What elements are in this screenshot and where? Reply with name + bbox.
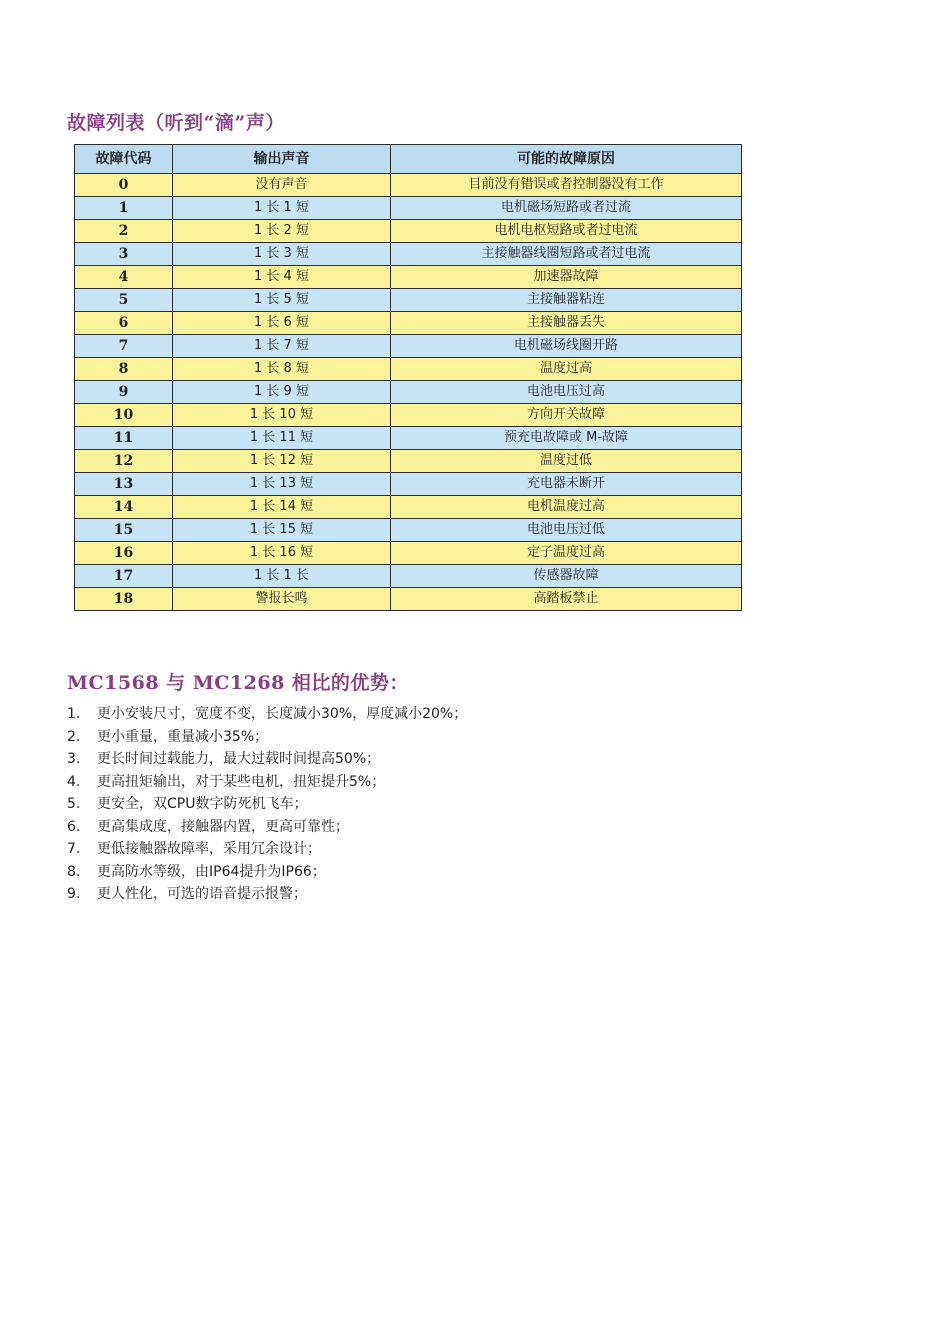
list-item-number: 7. — [67, 841, 81, 857]
cause-cell: 电机温度过高 — [391, 496, 742, 519]
list-item-text: 更低接触器故障率，采用冗余设计； — [97, 841, 321, 857]
fault-code-cell: 18 — [75, 588, 173, 611]
list-item — [67, 883, 467, 906]
list-item-text: 更小重量，重量减小35%； — [97, 728, 269, 745]
header-possible-cause: 可能的故障原因 — [391, 145, 742, 174]
fault-list-title: 故障列表（听到“滴”声） — [67, 112, 285, 134]
fault-table — [74, 144, 742, 611]
cause-cell: 预充电故障或 M-故障 — [391, 427, 742, 450]
fault-code-cell: 16 — [75, 542, 173, 565]
list-item-text: 更高防水等级，由IP64提升为IP66； — [97, 863, 326, 880]
fault-code-cell: 12 — [75, 450, 173, 473]
table-row — [75, 427, 742, 450]
list-item — [67, 816, 467, 839]
cause-cell: 高踏板禁止 — [391, 588, 742, 611]
list-item-text: 更高扭矩输出，对于某些电机，扭矩提升5%； — [97, 773, 386, 790]
sound-cell: 1 长 14 短 — [173, 496, 391, 519]
list-item-number: 3. — [67, 751, 81, 767]
cause-cell: 加速器故障 — [391, 266, 742, 289]
list-item-text: 更安全，双CPU数字防死机飞车； — [97, 796, 308, 812]
sound-cell: 1 长 12 短 — [173, 450, 391, 473]
list-item-number: 8. — [67, 863, 81, 880]
fault-code-cell: 9 — [75, 381, 173, 404]
list-item-text: 更小安装尺寸，宽度不变，长度减小30%，厚度减小20%； — [97, 706, 468, 722]
cause-cell: 主接触器丢失 — [391, 312, 742, 335]
cause-cell: 定子温度过高 — [391, 542, 742, 565]
list-item-number: 5. — [67, 796, 81, 812]
cause-cell: 充电器未断开 — [391, 473, 742, 496]
sound-cell: 1 长 4 短 — [173, 266, 391, 289]
table-row — [75, 496, 742, 519]
table-row — [75, 220, 742, 243]
table-row — [75, 450, 742, 473]
table-row — [75, 243, 742, 266]
table-header-row — [75, 145, 742, 174]
list-item-number: 1. — [67, 706, 81, 722]
cause-cell: 温度过低 — [391, 450, 742, 473]
fault-code-cell: 4 — [75, 266, 173, 289]
sound-cell: 1 长 5 短 — [173, 289, 391, 312]
list-item — [67, 703, 467, 726]
advantages-title: MC1568 与 MC1268 相比的优势： — [67, 672, 409, 694]
sound-cell: 1 长 9 短 — [173, 381, 391, 404]
fault-code-cell: 14 — [75, 496, 173, 519]
fault-code-cell: 2 — [75, 220, 173, 243]
fault-code-cell: 6 — [75, 312, 173, 335]
table-row — [75, 197, 742, 220]
sound-cell: 1 长 7 短 — [173, 335, 391, 358]
sound-cell: 没有声音 — [173, 174, 391, 197]
cause-cell: 电池电压过高 — [391, 381, 742, 404]
fault-code-cell: 15 — [75, 519, 173, 542]
table-row — [75, 174, 742, 197]
fault-code-cell: 11 — [75, 427, 173, 450]
table-row — [75, 266, 742, 289]
sound-cell: 1 长 11 短 — [173, 427, 391, 450]
cause-cell: 目前没有错误或者控制器没有工作 — [391, 174, 742, 197]
list-item — [67, 861, 467, 884]
list-item — [67, 838, 467, 861]
table-row — [75, 289, 742, 312]
sound-cell: 1 长 16 短 — [173, 542, 391, 565]
sound-cell: 1 长 8 短 — [173, 358, 391, 381]
table-row — [75, 473, 742, 496]
table-row — [75, 335, 742, 358]
list-item-number: 6. — [67, 818, 81, 835]
sound-cell: 1 长 6 短 — [173, 312, 391, 335]
fault-code-cell: 8 — [75, 358, 173, 381]
list-item — [67, 771, 467, 794]
sound-cell: 1 长 1 短 — [173, 197, 391, 220]
header-fault-code: 故障代码 — [75, 145, 173, 174]
list-item-text: 更人性化，可选的语音提示报警； — [97, 886, 307, 902]
sound-cell: 1 长 13 短 — [173, 473, 391, 496]
fault-code-cell: 3 — [75, 243, 173, 266]
table-row — [75, 565, 742, 588]
sound-cell: 1 长 1 长 — [173, 565, 391, 588]
advantages-list — [67, 703, 467, 906]
fault-code-cell: 5 — [75, 289, 173, 312]
sound-cell: 1 长 2 短 — [173, 220, 391, 243]
cause-cell: 电池电压过低 — [391, 519, 742, 542]
list-item-number: 9. — [67, 886, 81, 902]
fault-code-cell: 0 — [75, 174, 173, 197]
list-item-text: 更长时间过载能力，最大过载时间提高50%； — [97, 751, 381, 767]
cause-cell: 电机电枢短路或者过电流 — [391, 220, 742, 243]
list-item — [67, 726, 467, 749]
list-item — [67, 748, 467, 771]
cause-cell: 主接触器粘连 — [391, 289, 742, 312]
table-row — [75, 381, 742, 404]
fault-code-cell: 10 — [75, 404, 173, 427]
list-item-text: 更高集成度，接触器内置，更高可靠性； — [97, 818, 349, 835]
cause-cell: 电机磁场短路或者过流 — [391, 197, 742, 220]
fault-code-cell: 7 — [75, 335, 173, 358]
list-item-number: 4. — [67, 773, 81, 790]
cause-cell: 主接触器线圈短路或者过电流 — [391, 243, 742, 266]
table-row — [75, 542, 742, 565]
table-row — [75, 404, 742, 427]
header-output-sound: 输出声音 — [173, 145, 391, 174]
table-row — [75, 588, 742, 611]
table-row — [75, 312, 742, 335]
sound-cell: 1 长 10 短 — [173, 404, 391, 427]
list-item — [67, 793, 467, 816]
sound-cell: 警报长鸣 — [173, 588, 391, 611]
sound-cell: 1 长 3 短 — [173, 243, 391, 266]
list-item-number: 2. — [67, 728, 81, 745]
table-row — [75, 358, 742, 381]
fault-code-cell: 1 — [75, 197, 173, 220]
cause-cell: 电机磁场线圈开路 — [391, 335, 742, 358]
table-row — [75, 519, 742, 542]
sound-cell: 1 长 15 短 — [173, 519, 391, 542]
fault-code-cell: 13 — [75, 473, 173, 496]
cause-cell: 传感器故障 — [391, 565, 742, 588]
fault-code-cell: 17 — [75, 565, 173, 588]
cause-cell: 方向开关故障 — [391, 404, 742, 427]
cause-cell: 温度过高 — [391, 358, 742, 381]
